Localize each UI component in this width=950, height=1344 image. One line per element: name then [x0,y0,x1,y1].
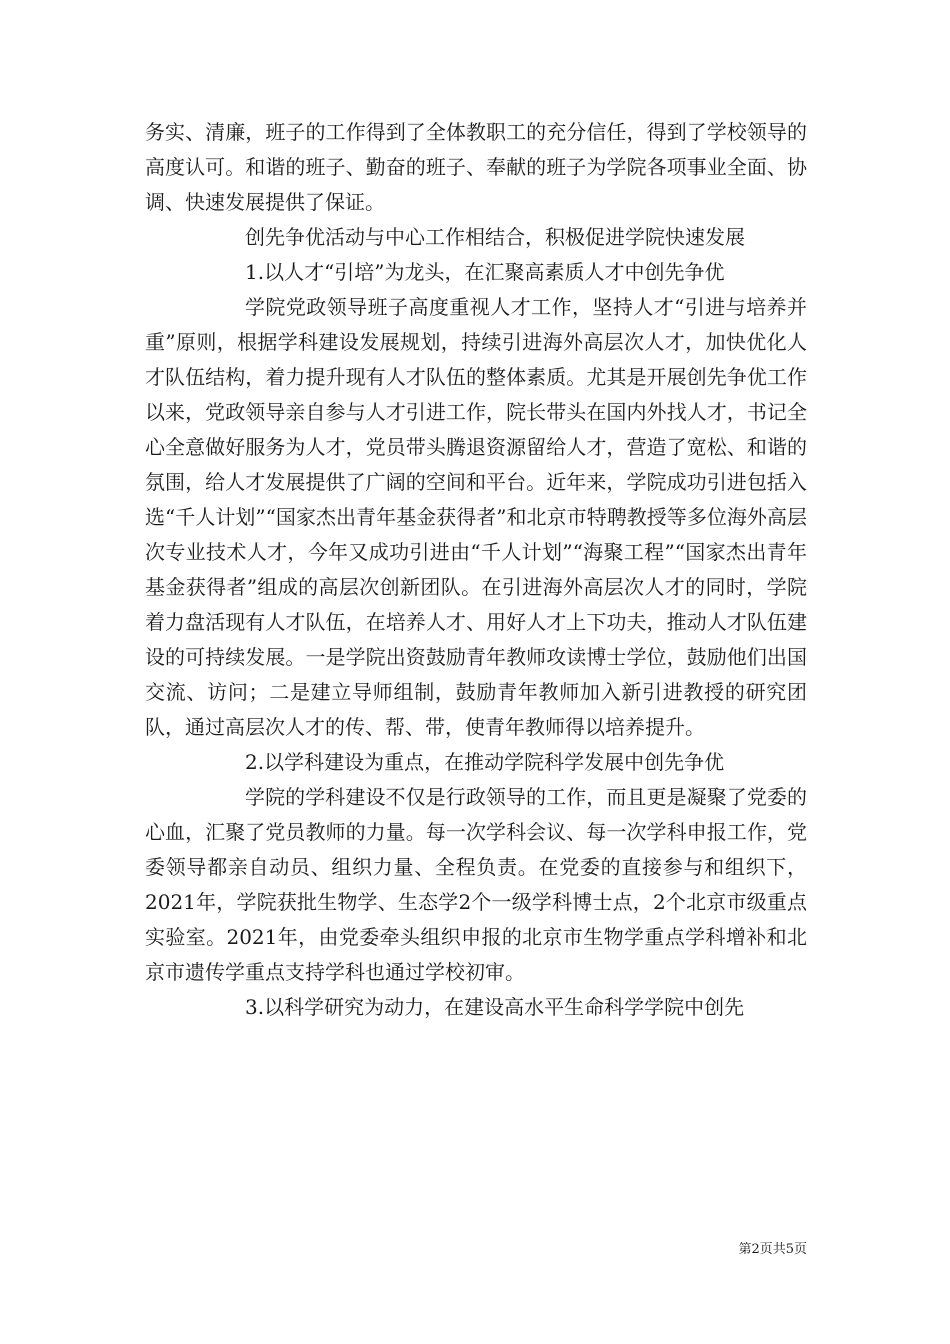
page-number: 第2页共5页 [738,1242,807,1257]
paragraph-talent: 学院党政领导班子高度重视人才工作，坚持人才“引进与培养并重”原则，根据学科建设发展规划，持续引进海外高层次人才，加快优化人才队伍结构，着力提升现有人才队伍的整体素质。尤其是开展创先争优工作以来，党政领导亲自参与人才引进工作，院长带头在国内外找人才，书记全心全意做好服务为人才，党员带头腾退资源留给人才，营造了宽松、和谐的氛围，给人才发展提供了广阔的空间和平台。近年来，学院成功引进包括入选“千人计划”“国家杰出青年基金获得者”和北京市特聘教授等多位海外高层次专业技术人才，今年又成功引进由“千人计划”“海聚工程”“国家杰出青年基金获得者”组成的高层次创新团队。在引进海外高层次人才的同时，学院着力盘活现有人才队伍，在培养人才、用好人才上下功夫，推动人才队伍建设的可持续发展。一是学院出资鼓励青年教师攻读博士学位，鼓励他们出国交流、访问；二是建立导师组制，鼓励青年教师加入新引进教授的研究团队，通过高层次人才的传、帮、带，使青年教师得以培养提升。 [145,295,807,739]
paragraph-leadership-summary: 务实、清廉，班子的工作得到了全体教职工的充分信任，得到了学校领导的高度认可。和谐的班子、勤奋的班子、奉献的班子为学院各项事业全面、协调、快速发展提供了保证。 [145,120,807,214]
section-heading: 创先争优活动与中心工作相结合，积极促进学院快速发展 [245,225,745,249]
subheading-talent: 1.以人才“引培”为龙头，在汇聚高素质人才中创先争优 [245,260,725,284]
document-body [145,115,807,1025]
paragraph-discipline: 学院的学科建设不仅是行政领导的工作，而且更是凝聚了党委的心血，汇聚了党员教师的力量。每一次学科会议、每一次学科申报工作，党委领导都亲自动员、组织力量、全程负责。在党委的直接参与和组织下，2021年，学院获批生物学、生态学2个一级学科博士点，2个北京市级重点实验室。2021年，由党委牵头组织申报的北京市生物学重点学科增补和北京市遗传学重点支持学科也通过学校初审。 [145,785,807,984]
subheading-research: 3.以科学研究为动力，在建设高水平生命科学学院中创先 [245,995,745,1019]
subheading-discipline: 2.以学科建设为重点，在推动学院科学发展中创先争优 [245,750,725,774]
